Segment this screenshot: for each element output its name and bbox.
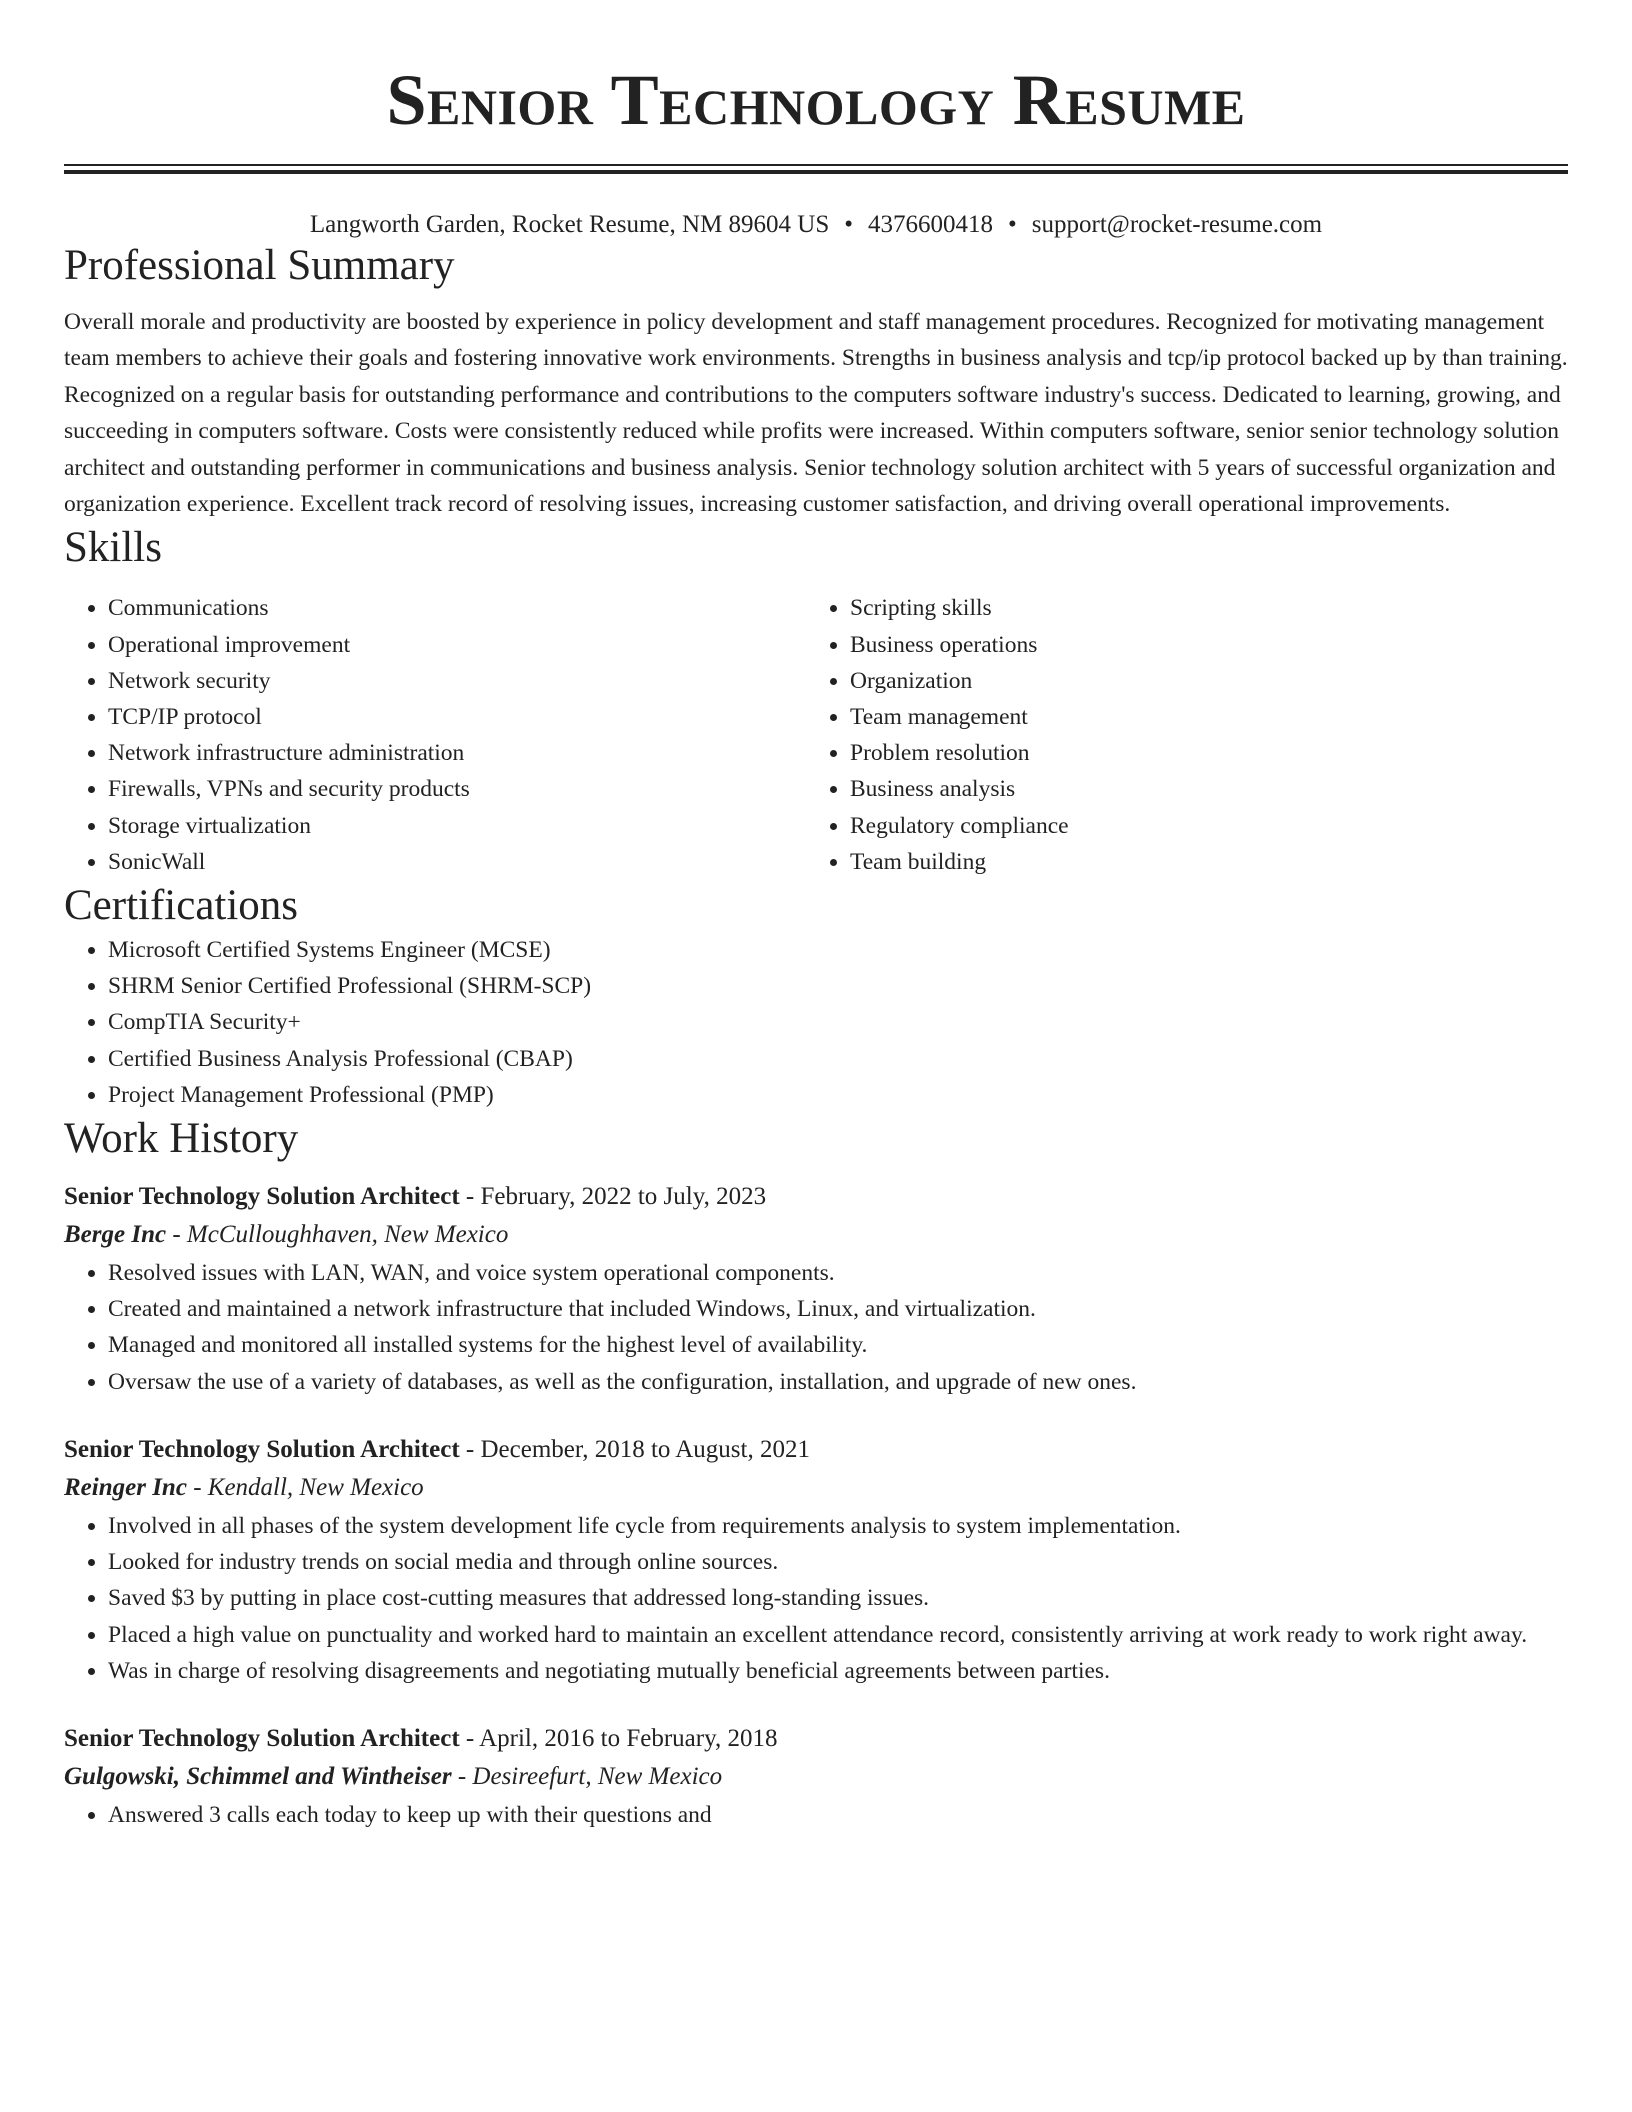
skills-grid — [64, 590, 1568, 880]
job-location: - Kendall, New Mexico — [186, 1473, 424, 1501]
job-dates: - February, 2022 to July, 2023 — [459, 1183, 767, 1211]
skills-heading: Skills — [64, 524, 162, 572]
skill-item: • Problem resolution — [850, 735, 1548, 771]
skill-item: • Team building — [850, 844, 1548, 880]
contact-line — [64, 210, 1568, 240]
job-duty-item: • Looked for industry trends on social media and through online sources. — [108, 1544, 1568, 1580]
contact-separator: • — [844, 211, 854, 238]
job-title-line — [64, 1179, 1568, 1215]
job-duty-item: • Oversaw the use of a variety of databases, as well as the configuration, installation, and upgrade of new ones. — [108, 1364, 1568, 1400]
job-title-line — [64, 1432, 1568, 1468]
job-company-line — [64, 1215, 1568, 1255]
skill-item: • Network infrastructure administration — [108, 735, 806, 771]
skill-item: • Network security — [108, 663, 806, 699]
skills-column-left — [64, 590, 806, 880]
job-duty-item: • Resolved issues with LAN, WAN, and voice system operational components. — [108, 1255, 1568, 1291]
skills-list-right — [806, 590, 1548, 880]
contact-address: Langworth Garden, Rocket Resume, NM 89604 US — [309, 211, 830, 238]
work-history-heading: Work History — [64, 1115, 299, 1163]
job-duty-item: • Answered 3 calls each today to keep up with their questions and — [108, 1797, 1568, 1833]
skill-item: • Organization — [850, 663, 1548, 699]
job-entry — [64, 1721, 1568, 1833]
job-company-line — [64, 1468, 1568, 1508]
job-duty-item: • Was in charge of resolving disagreements and negotiating mutually beneficial agreements between parties. — [108, 1653, 1568, 1689]
certifications-list — [64, 932, 1568, 1113]
job-entry — [64, 1179, 1568, 1400]
job-duties-list — [64, 1797, 1568, 1833]
certification-item: • Certified Business Analysis Professional (CBAP) — [108, 1041, 1568, 1077]
job-dates: - December, 2018 to August, 2021 — [459, 1435, 810, 1463]
skill-item: • Storage virtualization — [108, 808, 806, 844]
skill-item: • Scripting skills — [850, 590, 1548, 626]
skills-list-left — [64, 590, 806, 880]
certifications-heading: Certifications — [64, 882, 299, 930]
skill-item: • Business analysis — [850, 771, 1548, 807]
certification-item: • CompTIA Security+ — [108, 1004, 1568, 1040]
job-title: Senior Technology Solution Architect — [64, 1183, 460, 1211]
job-company: Reinger Inc — [64, 1473, 187, 1501]
job-dates: - April, 2016 to February, 2018 — [459, 1724, 778, 1752]
skill-item: • Communications — [108, 590, 806, 626]
job-duties-list — [64, 1508, 1568, 1689]
summary-text: Overall morale and productivity are boosted by experience in policy development and staff management procedures. Recognized for motivating management team members to achieve their goals and fostering innovative work environments. Strengths in business analysis and tcp/ip protocol backed up by than training. Recognized on a regular basis for outstanding performance and contributions to the computers software industry's success. Dedicated to learning, growing, and succeeding in computers software. Costs were consistently reduced while profits were increased. Within computers software, senior senior technology solution architect and outstanding performer in communications and business analysis. Senior technology solution architect with 5 years of successful organization and organization experience. Excellent track record of resolving issues, increasing customer satisfaction, and driving overall operational improvements. — [64, 309, 1568, 518]
title-divider — [64, 164, 1568, 174]
certification-item: • SHRM Senior Certified Professional (SHRM-SCP) — [108, 968, 1568, 1004]
job-duties-list — [64, 1255, 1568, 1400]
summary-heading: Professional Summary — [64, 242, 455, 289]
job-duty-item: • Saved $3 by putting in place cost-cutting measures that addressed long-standing issues. — [108, 1580, 1568, 1616]
skill-item: • Operational improvement — [108, 627, 806, 663]
skill-item: • Team management — [850, 699, 1548, 735]
certification-item: • Project Management Professional (PMP) — [108, 1077, 1568, 1113]
certification-item: • Microsoft Certified Systems Engineer (MCSE) — [108, 932, 1568, 968]
job-title-line — [64, 1721, 1568, 1757]
skill-item: • Regulatory compliance — [850, 808, 1548, 844]
job-company: Gulgowski, Schimmel and Wintheiser — [64, 1762, 452, 1790]
skill-item: • SonicWall — [108, 844, 806, 880]
job-location: - Desireefurt, New Mexico — [451, 1762, 723, 1790]
contact-separator: • — [1008, 211, 1017, 238]
job-company-line — [64, 1757, 1568, 1797]
skill-item: • Business operations — [850, 627, 1548, 663]
contact-email: support@rocket-resume.com — [1031, 211, 1323, 238]
skills-column-right — [806, 590, 1548, 880]
job-location: - McCulloughhaven, New Mexico — [166, 1221, 509, 1249]
resume-title: Senior Technology Resume — [386, 60, 1246, 140]
skill-item: • Firewalls, VPNs and security products — [108, 771, 806, 807]
skill-item: • TCP/IP protocol — [108, 699, 806, 735]
job-title: Senior Technology Solution Architect — [64, 1724, 460, 1752]
job-title: Senior Technology Solution Architect — [64, 1435, 460, 1463]
contact-phone: 4376600418 — [868, 211, 994, 238]
job-duty-item: • Involved in all phases of the system development life cycle from requirements analysis to system implementation. — [108, 1508, 1568, 1544]
job-duty-item: • Managed and monitored all installed systems for the highest level of availability. — [108, 1327, 1568, 1363]
job-company: Berge Inc — [64, 1221, 167, 1249]
job-duty-item: • Created and maintained a network infrastructure that included Windows, Linux, and virtualization. — [108, 1291, 1568, 1327]
job-entry — [64, 1432, 1568, 1689]
job-duty-item: • Placed a high value on punctuality and worked hard to maintain an excellent attendance record, consistently arriving at work ready to work right away. — [108, 1617, 1568, 1653]
